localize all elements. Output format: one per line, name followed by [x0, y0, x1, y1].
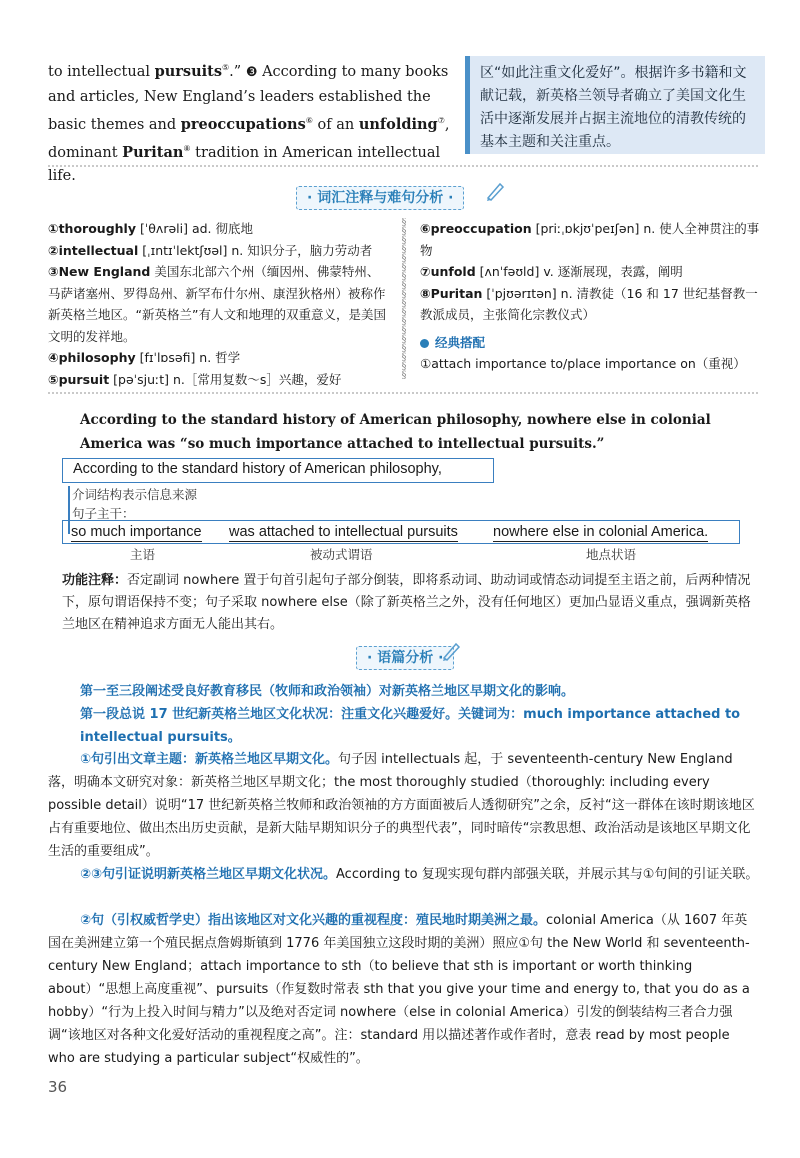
- text: , dominant: [48, 116, 450, 161]
- collocation-text: ①attach importance to/place importance on（重视）: [420, 356, 746, 371]
- discourse-section-badge: · 语篇分析 ·: [356, 646, 454, 670]
- segment-verb: was attached to intellectual pursuits: [229, 524, 458, 540]
- segment-adverbial: nowhere else in colonial America.: [493, 524, 709, 540]
- function-note: [62, 570, 762, 636]
- text: According to many books and articles, New England’s leaders established the basic themes and: [48, 63, 449, 133]
- vocab-definition: [ʌnˈfəʊld] v. 逐渐展现，表露，阐明: [475, 264, 683, 279]
- vocab-term: ⑦unfold: [420, 264, 476, 279]
- label-verb: 被动式谓语: [310, 547, 373, 562]
- vocab-term: ②intellectual: [48, 242, 139, 258]
- footnote-mark: ⑥: [305, 115, 313, 125]
- collocation-heading: [420, 332, 765, 354]
- vocab-definition: [ˈθʌrəli] ad. 彻底地: [135, 221, 253, 236]
- vocab-definition: 美国东北部六个州（缅因州、佛蒙特州、马萨诸塞州、罗得岛州、新罕布什尔州、康涅狄格州）被称作新英格兰地区。“新英格兰”有人文和地理的双重意义，是美国文明的发祥地。: [48, 264, 386, 344]
- text: tradition in American intellectual life.: [48, 144, 441, 185]
- discourse-para-sentence23: [48, 863, 760, 886]
- vocab-item: [48, 240, 388, 262]
- function-note-label: 功能注释：: [62, 573, 128, 588]
- discourse-para-sentence2: [48, 909, 760, 1070]
- text: of an: [312, 116, 359, 133]
- discourse-para-overview: 第一至三段阐述受良好教育移民（牧师和政治领袖）对新英格兰地区早期文化的影响。: [80, 684, 575, 699]
- sentence-number-icon: ❸: [245, 64, 258, 80]
- vocab-definition: [priːˌɒkjʊˈpeɪʃən] n. 使人全神贯注的事物: [420, 221, 760, 258]
- vocab-item: [420, 261, 765, 283]
- label-subject: 主语: [130, 547, 156, 562]
- vocab-definition: [ˈpjʊərɪtən] n. 清教徒（16 和 17 世纪基督教一教派成员，主张简化宗教仪式）: [420, 285, 758, 322]
- vocab-item: [48, 347, 388, 369]
- vocab-list-left: [48, 218, 388, 390]
- text: to intellectual: [48, 63, 155, 80]
- discourse-para-first: 第一段总说 17 世纪新英格兰地区文化状况：注重文化兴趣爱好。关键词为：much importance attached to intellectual pursuits。: [80, 707, 741, 745]
- vocab-item: [48, 261, 388, 347]
- prep-phrase-note: 介词结构表示信息来源: [72, 487, 198, 502]
- vocab-definition: [pəˈsjuːt] n.［常用复数～s］兴趣，爱好: [109, 371, 342, 387]
- main-clause-note: 句子主干：: [72, 506, 135, 521]
- vocab-term: ⑤pursuit: [48, 371, 110, 387]
- vocab-definition: [fɪˈlɒsəfi] n. 哲学: [135, 350, 241, 365]
- term-puritan: Puritan: [122, 143, 184, 161]
- key-sentence: According to the standard history of American philosophy, nowhere else in colonial America was “so much importance attached to intellectual pursuits.”: [80, 412, 711, 452]
- text: .”: [229, 63, 246, 80]
- vocab-term: ④philosophy: [48, 350, 136, 365]
- term-unfolding: unfolding: [358, 115, 438, 133]
- vocab-item: [420, 283, 765, 326]
- pen-icon: [484, 180, 506, 202]
- para-heading: ②③句引证说明新英格兰地区早期文化状况。: [80, 867, 337, 882]
- vocab-term: ⑧Puritan: [420, 285, 483, 301]
- vocab-item: [420, 218, 765, 261]
- vocab-term: ①thoroughly: [48, 221, 136, 236]
- collocation-title: 经典搭配: [435, 334, 486, 350]
- top-english-paragraph: [48, 56, 456, 188]
- term-preoccupations: preoccupations: [180, 115, 306, 133]
- page-number: 36: [48, 1078, 68, 1096]
- bullet-icon: [420, 339, 429, 348]
- chinese-translation-box: 区“如此注重文化爱好”。根据许多书籍和文献记载，新英格兰领导者确立了美国文化生活中逐渐发展并占据主流地位的清教传统的基本主题和关注重点。: [465, 56, 765, 154]
- divider: [48, 165, 758, 167]
- para-text: colonial America（从 1607 年英国在美洲建立第一个殖民据点詹姆斯镇到 1776 年美国独立这段时期的美洲）照应①句 the New World 和 seventeenth-century New England；attach importance to sth（to believe that sth is important or worth thinking about）“思想上高度重视”、pursuits（作复数时常表 sth that you give your time and energy to, that you do as a hobby）“行为上投入时间与精力”以及绝对否定词 nowhere（else in colonial America）引发的倒装结构三者合力强调“该地区对各种文化爱好活动的重视程度之高”。注：standard 用以描述著作或作者时，意表 read by most people who are studying a particular subject“权威性的”。: [48, 913, 750, 1066]
- vocab-term: ⑥preoccupation: [420, 221, 532, 236]
- footnote-mark: ⑧: [183, 143, 191, 153]
- vocab-section-badge: · 词汇注释与难句分析 ·: [296, 186, 464, 210]
- para-text: 句子因 intellectuals 起，于 seventeenth-century New England 落，明确本文研究对象：新英格兰地区早期文化；the most thoroughly studied（thoroughly: including every possible detail）说明“17 世纪新英格兰牧师和政治领袖的方方面面被后人透彻研究”之余，反衬“这一群体在该时期该地区占有重要地位、做出杰出历史贡献，是新大陆早期知识分子的典型代表”，同时暗传“宗教思想、政治活动是该地区早期文化生活的重要组成”。: [48, 752, 755, 859]
- pen-icon: [440, 640, 462, 662]
- para-text: According to 复现实现句群内部强关联，并展示其与①句间的引证关联。: [336, 867, 759, 882]
- vocab-definition: [ˌɪntɪˈlektʃʊəl] n. 知识分子，脑力劳动者: [138, 242, 373, 258]
- footnote-mark: ⑤: [222, 63, 230, 72]
- divider: [48, 392, 758, 394]
- vocab-term: ③New England: [48, 264, 151, 279]
- term-pursuits: pursuits: [154, 62, 222, 80]
- segment-subject: so much importance: [71, 524, 202, 540]
- vocab-item: [48, 218, 388, 240]
- prep-phrase-box: According to the standard history of American philosophy,: [62, 458, 494, 483]
- vocab-list-right: [420, 218, 765, 375]
- para-heading: ①句引出文章主题：新英格兰地区早期文化。: [80, 752, 339, 767]
- para-heading: ②句（引权威哲学史）指出该地区对文化兴趣的重视程度：殖民地时期美洲之最。: [80, 913, 547, 928]
- function-note-text: 否定副词 nowhere 置于句首引起句子部分倒装，即将系动词、助动词或情态动词提至主语之前，后两种情况下，原句谓语保持不变；句子采取 nowhere else（除了新英格兰之外，没有任何地区）更加凸显语义重点，强调新英格兰地区在精神追求方面无人能出其右。: [62, 573, 751, 632]
- spring-divider: § § § § § § § § § § § § § § § § § §: [401, 218, 407, 380]
- discourse-para-sentence1: [48, 748, 760, 863]
- footnote-mark: ⑦: [437, 115, 445, 125]
- main-clause-box: [62, 520, 740, 544]
- vocab-item: [48, 369, 388, 391]
- label-adverbial: 地点状语: [586, 547, 637, 562]
